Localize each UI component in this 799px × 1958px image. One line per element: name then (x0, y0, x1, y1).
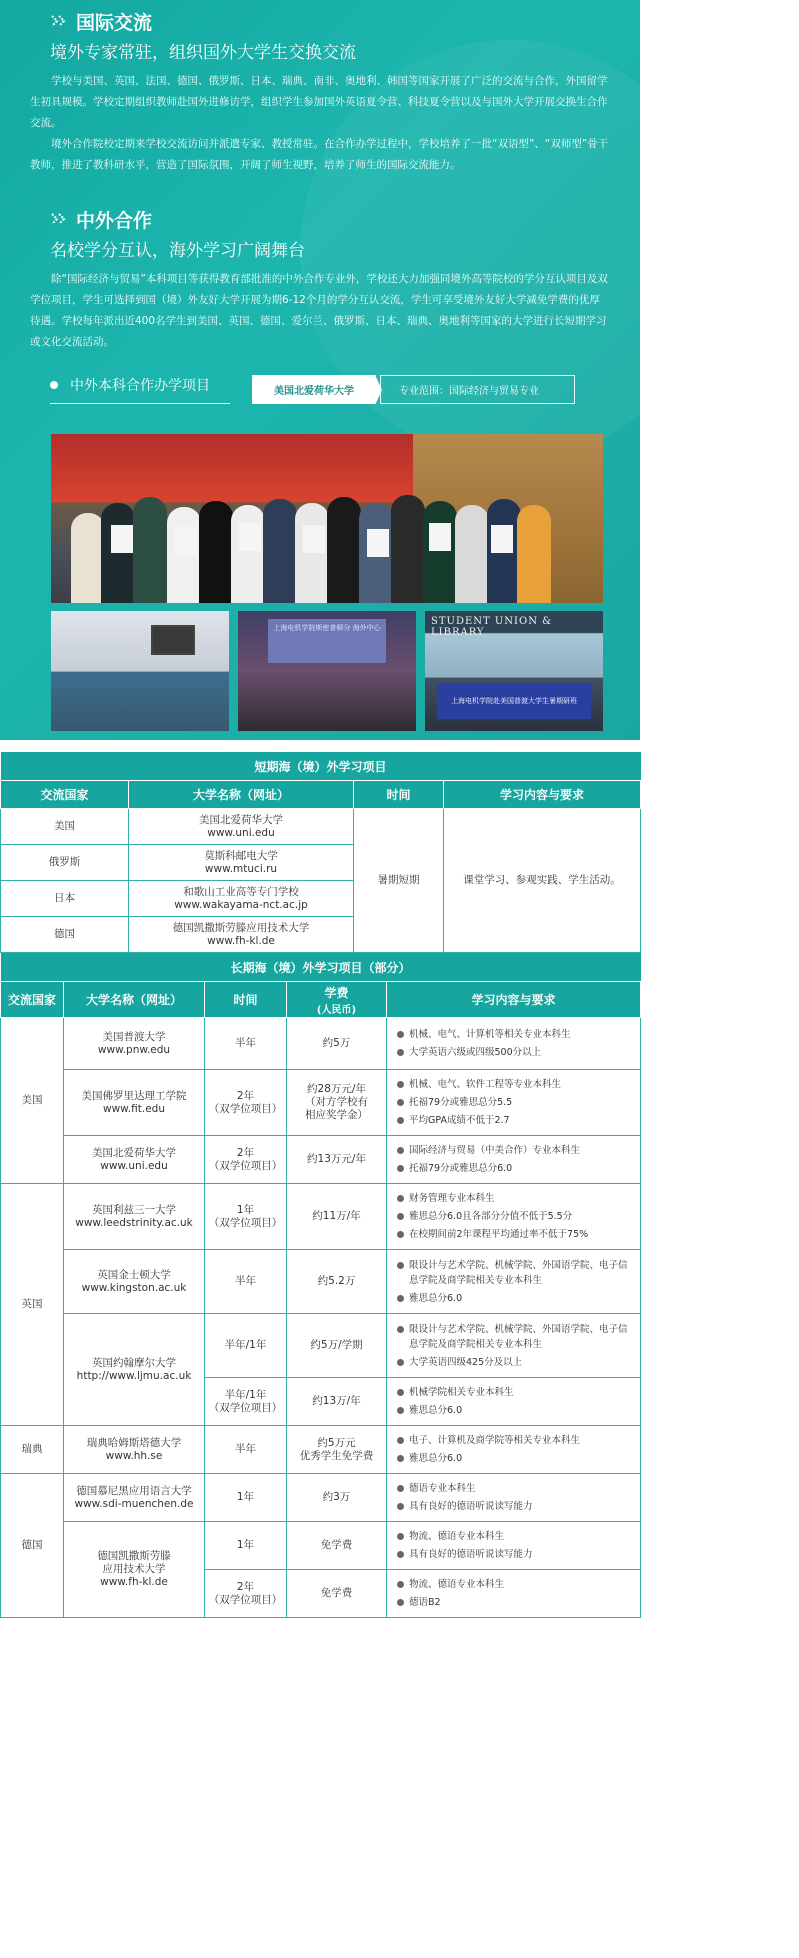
university-cell (64, 1070, 205, 1136)
time-note: （双学位项目） (208, 1159, 283, 1172)
col-header-university: 大学名称（网址） (129, 781, 354, 809)
col-header-fee (287, 982, 387, 1018)
fee-cell: 约5万/学期 (287, 1314, 387, 1378)
university-url: www.kingston.ac.uk (81, 1281, 187, 1294)
country-cell: 俄罗斯 (1, 845, 129, 881)
long-term-table (0, 953, 641, 1618)
time-cell (205, 1570, 287, 1618)
university-url: www.fh-kl.de (207, 934, 275, 947)
university-url: www.uni.edu (207, 826, 275, 839)
requirement-item: 财务管理专业本科生 (409, 1191, 634, 1206)
time-value: 半年/1年 (224, 1388, 267, 1401)
university-name: 美国北爱荷华大学 (199, 813, 283, 826)
university-url: www.pnw.edu (97, 1043, 171, 1056)
requirements-cell (387, 1070, 641, 1136)
university-url: www.sdi-muenchen.de (74, 1497, 194, 1510)
requirements-cell (387, 1184, 641, 1250)
ceremony-photo (238, 611, 416, 731)
col-header-content: 学习内容与要求 (444, 781, 641, 809)
university-url: http://www.ljmu.ac.uk (76, 1369, 192, 1382)
requirements-cell (387, 1378, 641, 1426)
university-name: 英国约翰摩尔大学 (92, 1356, 176, 1369)
university-cell (64, 1184, 205, 1250)
fee-cell: 约13万元/年 (287, 1136, 387, 1184)
library-photo (425, 611, 603, 731)
country-cell: 日本 (1, 881, 129, 917)
col-header-time: 时间 (205, 982, 287, 1018)
university-name: 英国利兹三一大学 (92, 1203, 176, 1216)
section-title-cooperation (30, 208, 610, 230)
double-chevron-icon (50, 212, 68, 226)
requirement-item: 机械学院相关专业本科生 (409, 1385, 634, 1400)
university-name: 应用技术大学 (102, 1563, 166, 1575)
requirement-item: 国际经济与贸易（中美合作）专业本科生 (409, 1143, 634, 1158)
time-note: （双学位项目） (208, 1401, 283, 1414)
country-cell: 英国 (1, 1184, 64, 1426)
university-name: 英国金士顿大学 (97, 1268, 171, 1281)
country-cell: 美国 (1, 809, 129, 845)
university-name: 瑞典哈姆斯塔德大学 (86, 1436, 182, 1449)
university-name: 美国佛罗里达理工学院 (81, 1089, 187, 1102)
section2-paragraph: 除“国际经济与贸易”本科项目等获得教育部批准的中外合作专业外，学校还大力加强同境外高等院校的学分互认项目及双学位项目，学生可选择到国（境）外友好大学开展为期6-12个月的学分互认交流，学生可享受境外友好大学减免学费的优厚待遇。学校每年派出近400名学生到美国、英国、德国、爱尔兰、俄罗斯、日本、瑞典、奥地利等国家的大学进行长短期学习或文化交流活动。 (30, 273, 608, 348)
table-row (1, 1426, 641, 1474)
project-label (50, 375, 230, 404)
section1-paragraph-1: 学校与美国、英国、法国、德国、俄罗斯、日本、瑞典、南非、奥地利、韩国等国家开展了广泛的交流与合作，外国留学生初具规模。学校定期组织教师赴国外进修访学，组织学生参加国外英语夏令营、科技夏令营以及与国外大学开展交换生合作交流。 (30, 75, 608, 129)
university-cell (129, 845, 354, 881)
university-url: www.leedstrinity.ac.uk (75, 1216, 193, 1229)
time-cell: 半年 (205, 1426, 287, 1474)
time-value: 2年 (236, 1089, 255, 1102)
university-name: 美国北爱荷华大学 (92, 1146, 176, 1159)
university-cell (64, 1426, 205, 1474)
ceremony-screen-text: 上海电机学院斯密普顿分 海外中心 (268, 619, 386, 663)
long-term-title: 长期海（境）外学习项目（部分） (1, 953, 641, 982)
country-cell: 德国 (1, 1474, 64, 1618)
fee-cell: 免学费 (287, 1522, 387, 1570)
cooperation-project-row (50, 375, 610, 404)
classroom-photo (51, 611, 229, 731)
library-sign-text: 上海电机学院赴美国普渡大学生暑期研班 (437, 683, 591, 719)
university-url: www.wakayama-nct.ac.jp (174, 898, 308, 911)
requirement-item: 雅思总分6.0 (409, 1451, 634, 1466)
fee-value: 约5万元 (317, 1436, 356, 1449)
university-url: www.uni.edu (100, 1159, 168, 1172)
university-cell (129, 881, 354, 917)
requirements-cell (387, 1426, 641, 1474)
time-value: 1年 (236, 1203, 255, 1216)
requirements-cell (387, 1314, 641, 1378)
project-university-tag: 美国北爱荷华大学 (252, 375, 376, 404)
requirement-item: 机械、电气、软件工程等专业本科生 (409, 1077, 634, 1092)
time-cell: 1年 (205, 1522, 287, 1570)
requirements-cell (387, 1522, 641, 1570)
university-url: www.mtuci.ru (204, 862, 278, 875)
fee-cell (287, 1070, 387, 1136)
requirement-item: 平均GPA成绩不低于2.7 (409, 1113, 634, 1128)
university-cell (129, 917, 354, 953)
table-row (1, 1314, 641, 1378)
requirement-item: 物流、德语专业本科生 (409, 1577, 634, 1592)
requirement-item: 大学英语六级或四级500分以上 (409, 1045, 634, 1060)
university-cell (64, 1136, 205, 1184)
time-value: 2年 (236, 1580, 255, 1593)
university-url: www.fh-kl.de (100, 1576, 168, 1588)
table-row (1, 1184, 641, 1250)
fee-note: 优秀学生免学费 (299, 1449, 374, 1462)
time-cell (205, 1184, 287, 1250)
requirements-cell (387, 1250, 641, 1314)
fee-cell: 约3万 (287, 1474, 387, 1522)
requirement-item: 在校期间前2年课程平均通过率不低于75% (409, 1227, 634, 1242)
requirement-item: 物流、德语专业本科生 (409, 1529, 634, 1544)
time-cell: 半年 (205, 1250, 287, 1314)
project-label-text: 中外本科合作办学项目 (70, 378, 210, 394)
university-name: 美国普渡大学 (102, 1030, 166, 1043)
table-row (1, 1474, 641, 1522)
section-title-international (30, 10, 610, 32)
time-cell (205, 1136, 287, 1184)
table-row (1, 809, 641, 845)
country-cell: 瑞典 (1, 1426, 64, 1474)
requirements-cell (387, 1474, 641, 1522)
table-row (1, 1070, 641, 1136)
content-cell: 课堂学习、参观实践、学生活动。 (444, 809, 641, 953)
time-cell: 半年 (205, 1018, 287, 1070)
fee-cell: 约13万/年 (287, 1378, 387, 1426)
time-cell (205, 1378, 287, 1426)
short-term-title: 短期海（境）外学习项目 (1, 752, 641, 781)
section1-paragraph-2: 境外合作院校定期来学校交流访问并派遣专家、教授常驻。在合作办学过程中，学校培养了一批“双语型”、“双师型”骨干教师，推进了教科研水平，营造了国际氛围，开阔了师生视野，培养了师生的国际交流能力。 (30, 138, 609, 171)
time-note: （双学位项目） (208, 1102, 283, 1115)
university-cell (64, 1250, 205, 1314)
requirements-cell (387, 1018, 641, 1070)
arrow-icon (376, 377, 382, 403)
time-note: （双学位项目） (208, 1216, 283, 1229)
library-banner-text: STUDENT UNION & LIBRARY (431, 616, 553, 638)
university-name: 德国凯撒斯劳滕 (97, 1550, 171, 1562)
fee-header-label: 学费 (324, 985, 349, 1000)
short-term-table (0, 752, 641, 953)
double-chevron-icon (50, 14, 68, 28)
time-cell: 1年 (205, 1474, 287, 1522)
requirement-item: 限设计与艺术学院、机械学院、外国语学院、电子信息学院及商学院相关专业本科生 (409, 1258, 634, 1288)
bullet-dot-icon (50, 381, 58, 389)
fee-cell (287, 1426, 387, 1474)
requirement-item: 具有良好的德语听说读写能力 (409, 1499, 634, 1514)
time-cell (205, 1070, 287, 1136)
university-cell (64, 1474, 205, 1522)
university-url: www.fit.edu (103, 1102, 165, 1115)
requirement-item: 雅思总分6.0 (409, 1291, 634, 1306)
hero-section (0, 0, 640, 740)
group-photo (51, 434, 603, 603)
col-header-university: 大学名称（网址） (64, 982, 205, 1018)
requirement-item: 德语专业本科生 (409, 1481, 634, 1496)
project-scope-tag: 专业范围：国际经济与贸易专业 (380, 375, 575, 404)
university-name: 德国慕尼黑应用语言大学 (76, 1484, 192, 1497)
section2-subtitle: 名校学分互认，海外学习广阔舞台 (50, 241, 305, 261)
requirement-item: 限设计与艺术学院、机械学院、外国语学院、电子信息学院及商学院相关专业本科生 (409, 1322, 634, 1352)
university-name: 德国凯撒斯劳滕应用技术大学 (172, 921, 310, 934)
requirement-item: 雅思总分6.0且各部分分值不低于5.5分 (409, 1209, 634, 1224)
country-cell: 德国 (1, 917, 129, 953)
table-row (1, 1250, 641, 1314)
time-cell: 暑期短期 (354, 809, 444, 953)
requirement-item: 托福79分或雅思总分6.0 (409, 1161, 634, 1176)
fee-value: 约28万元/年 (307, 1083, 366, 1095)
requirement-item: 机械、电气、计算机等相关专业本科生 (409, 1027, 634, 1042)
university-cell (64, 1314, 205, 1426)
university-url: www.hh.se (105, 1449, 163, 1462)
fee-cell: 约5.2万 (287, 1250, 387, 1314)
fee-cell: 约5万 (287, 1018, 387, 1070)
university-cell (64, 1522, 205, 1618)
university-name: 莫斯科邮电大学 (204, 849, 278, 862)
country-cell: 美国 (1, 1018, 64, 1184)
table-row (1, 1136, 641, 1184)
university-name: 和歌山工业高等专门学校 (183, 885, 299, 898)
table-row (1, 1522, 641, 1570)
section1-title: 国际交流 (76, 11, 153, 34)
requirement-item: 托福79分或雅思总分5.5 (409, 1095, 634, 1110)
requirement-item: 具有良好的德语听说读写能力 (409, 1547, 634, 1562)
photo-gallery (51, 434, 603, 731)
table-row (1, 1018, 641, 1070)
requirement-item: 德语B2 (409, 1595, 634, 1610)
fee-header-unit: (人民币) (316, 1004, 357, 1016)
fee-cell: 约11万/年 (287, 1184, 387, 1250)
section1-subtitle: 境外专家常驻，组织国外大学生交换交流 (50, 43, 356, 63)
col-header-country: 交流国家 (1, 781, 129, 809)
fee-note: 相应奖学金） (305, 1109, 368, 1121)
time-note: （双学位项目） (208, 1593, 283, 1606)
requirement-item: 电子、计算机及商学院等相关专业本科生 (409, 1433, 634, 1448)
fee-cell: 免学费 (287, 1570, 387, 1618)
col-header-requirements: 学习内容与要求 (387, 982, 641, 1018)
requirements-cell (387, 1136, 641, 1184)
col-header-country: 交流国家 (1, 982, 64, 1018)
fee-note: （对方学校有 (305, 1096, 368, 1108)
university-cell (64, 1018, 205, 1070)
university-cell (129, 809, 354, 845)
col-header-time: 时间 (354, 781, 444, 809)
requirement-item: 雅思总分6.0 (409, 1403, 634, 1418)
requirements-cell (387, 1570, 641, 1618)
time-value: 2年 (236, 1146, 255, 1159)
section2-title: 中外合作 (76, 209, 153, 232)
time-cell: 半年/1年 (205, 1314, 287, 1378)
requirement-item: 大学英语四级425分及以上 (409, 1355, 634, 1370)
